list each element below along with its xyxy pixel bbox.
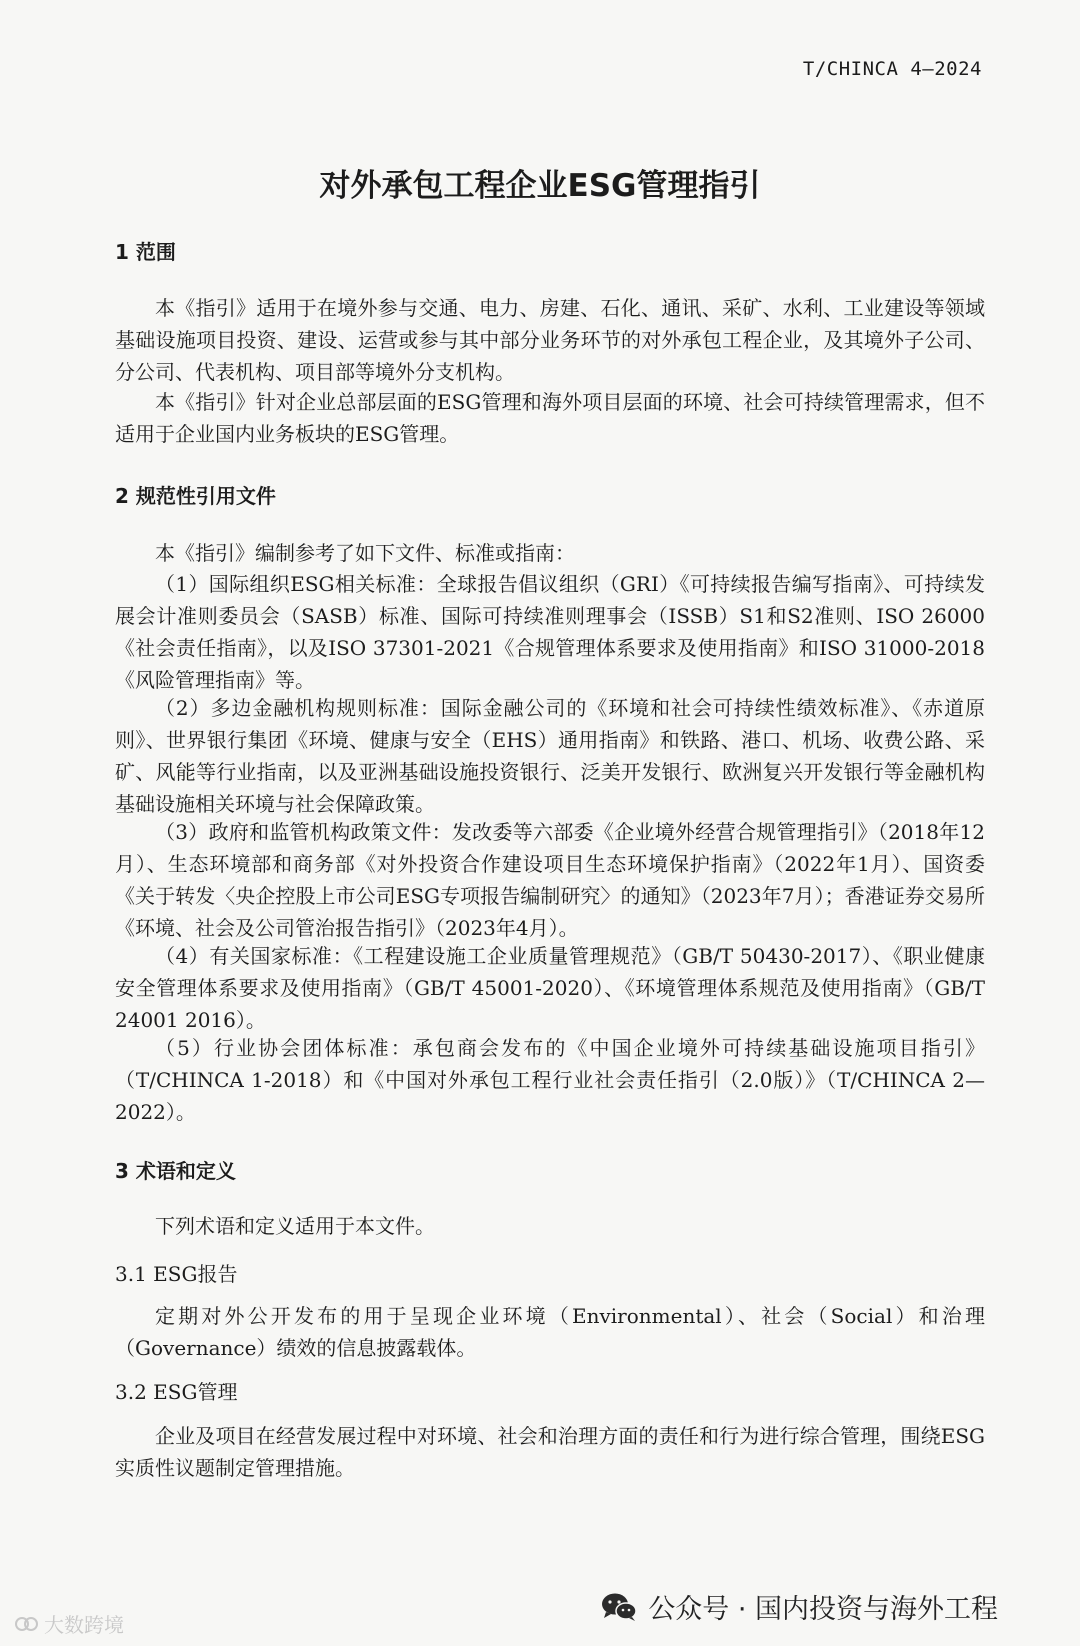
section-2-item-4: （4）有关国家标准：《工程建设施工企业质量管理规范》（GB/T 50430-2017）、《职业健康安全管理体系要求及使用指南》（GB/T 45001-2020）、《环境管理体系规范及使用指南》（GB/T 24001 2016）。 xyxy=(115,944,985,1032)
term-3-2-heading: 3.2 ESG管理 xyxy=(115,1380,238,1404)
section-1-paragraph-1: 本《指引》适用于在境外参与交通、电力、房建、石化、通讯、采矿、水利、工业建设等领域基础设施项目投资、建设、运营或参与其中部分业务环节的对外承包工程企业，及其境外子公司、分公司、代表机构、项目部等境外分支机构。 xyxy=(115,296,985,384)
term-3-1-heading: 3.1 ESG报告 xyxy=(115,1262,238,1286)
watermark-left xyxy=(14,1609,124,1638)
page-title: 对外承包工程企业ESG管理指引 xyxy=(319,168,761,204)
section-2-item-1: （1）国际组织ESG相关标准：全球报告倡议组织（GRI）《可持续报告编写指南》、可持续发展会计准则委员会（SASB）标准、国际可持续准则理事会（ISSB）S1和S2准则、ISO 26000《社会责任指南》，以及ISO 37301-2021《合规管理体系要求及使用指南》和ISO 31000-2018《风险管理指南》等。 xyxy=(115,572,985,692)
section-1-heading: 1 范围 xyxy=(115,240,176,264)
section-2-item-5: （5）行业协会团体标准：承包商会发布的《中国企业境外可持续基础设施项目指引》（T/CHINCA 1-2018）和《中国对外承包工程行业社会责任指引（2.0版）》（T/CHINCA 2—2022）。 xyxy=(115,1036,985,1124)
section-1-paragraph-2: 本《指引》针对企业总部层面的ESG管理和海外项目层面的环境、社会可持续管理需求，但不适用于企业国内业务板块的ESG管理。 xyxy=(115,390,985,446)
standard-number: T/CHINCA 4—2024 xyxy=(802,58,982,80)
section-3-heading: 3 术语和定义 xyxy=(115,1159,236,1183)
section-2-item-3: （3）政府和监管机构政策文件：发改委等六部委《企业境外经营合规管理指引》（2018年12月）、生态环境部和商务部《对外投资合作建设项目生态环境保护指南》（2022年1月）、国资委《关于转发〈央企控股上市公司ESG专项报告编制研究〉的通知》（2023年7月）；香港证券交易所《环境、社会及公司管治报告指引》（2023年4月）。 xyxy=(115,820,985,940)
wechat-icon xyxy=(600,1591,638,1623)
watermark-right-text: 公众号 · 国内投资与海外工程 xyxy=(648,1594,998,1625)
term-3-2-definition: 企业及项目在经营发展过程中对环境、社会和治理方面的责任和行为进行综合管理，围绕ESG实质性议题制定管理措施。 xyxy=(115,1424,985,1480)
section-3-intro: 下列术语和定义适用于本文件。 xyxy=(155,1214,435,1238)
term-3-1-definition: 定期对外公开发布的用于呈现企业环境（Environmental）、社会（Social）和治理（Governance）绩效的信息披露载体。 xyxy=(115,1304,985,1360)
section-2-heading: 2 规范性引用文件 xyxy=(115,484,276,508)
watermark-left-text: 大数跨境 xyxy=(44,1613,124,1637)
watermark-right xyxy=(600,1587,998,1626)
section-2-intro: 本《指引》编制参考了如下文件、标准或指南： xyxy=(155,541,575,565)
logo-icon xyxy=(14,1613,40,1635)
section-2-item-2: （2）多边金融机构规则标准：国际金融公司的《环境和社会可持续性绩效标准》、《赤道原则》、世界银行集团《环境、健康与安全（EHS）通用指南》和铁路、港口、机场、收费公路、采矿、风能等行业指南，以及亚洲基础设施投资银行、泛美开发银行、欧洲复兴开发银行等金融机构基础设施相关环境与社会保障政策。 xyxy=(115,696,985,816)
